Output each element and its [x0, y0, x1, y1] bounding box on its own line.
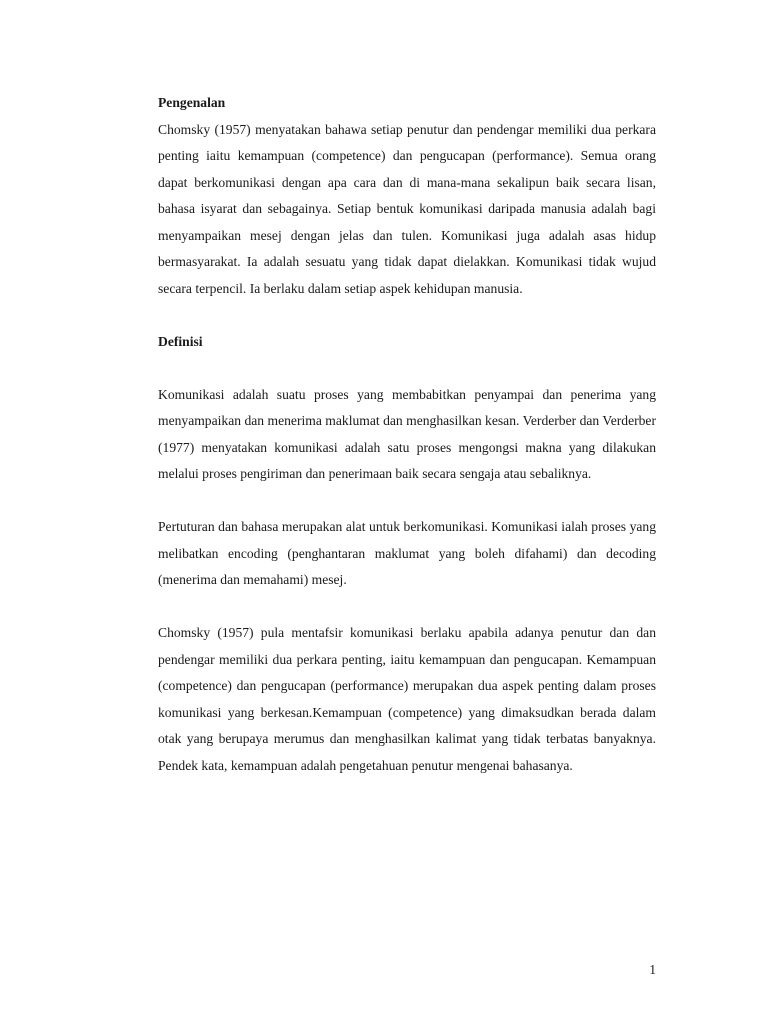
paragraph-definisi-2: Pertuturan dan bahasa merupakan alat untuk berkomunikasi. Komunikasi ialah proses yang melibatkan encoding (penghantaran maklumat yang boleh difahami) dan decoding (menerima dan memahami) mesej.	[158, 519, 656, 587]
paragraph-pengenalan: Chomsky (1957) menyatakan bahawa setiap penutur dan pendengar memiliki dua perkara penting iaitu kemampuan (competence) dan pengucapan (performance). Semua orang dapat berkomunikasi dengan apa cara dan di mana-mana sekalipun baik secara lisan, bahasa isyarat dan sebagainya. Setiap bentuk komunikasi daripada manusia adalah bagi menyampaikan mesej dengan jelas dan tulen. Komunikasi juga adalah asas hidup bermasyarakat. Ia adalah sesuatu yang tidak dapat dielakkan. Komunikasi tidak wujud secara terpencil. Ia berlaku dalam setiap aspek kehidupan manusia.	[158, 121, 656, 296]
paragraph-definisi-1: Komunikasi adalah suatu proses yang membabitkan penyampai dan penerima yang menyampaikan dan menerima maklumat dan menghasilkan kesan. Verderber dan Verderber (1977) menyatakan komunikasi adalah satu proses mengongsi makna yang dilakukan melalui proses pengiriman dan penerimaan baik secara sengaja atau sebaliknya.	[158, 386, 656, 481]
paragraph-gap	[158, 488, 656, 515]
document-body	[158, 90, 656, 779]
section-heading-definisi: Definisi	[158, 333, 203, 349]
paragraph-definisi-3: Chomsky (1957) pula mentafsir komunikasi berlaku apabila adanya penutur dan dan pendengar memiliki dua perkara penting, iaitu kemampuan dan pengucapan. Kemampuan (competence) dan pengucapan (performance) merupakan dua aspek penting dalam proses komunikasi yang berkesan.Kemampuan (competence) yang dimaksudkan berada dalam otak yang berupaya merumus dan menghasilkan kalimat yang tidak terbatas banyaknya. Pendek kata, kemampuan adalah pengetahuan penutur mengenai bahasanya.	[158, 625, 656, 773]
paragraph-gap	[158, 302, 656, 329]
paragraph-gap	[158, 594, 656, 621]
section-heading-pengenalan: Pengenalan	[158, 95, 226, 110]
page-number: 1	[649, 962, 656, 977]
paragraph-gap	[158, 355, 656, 382]
